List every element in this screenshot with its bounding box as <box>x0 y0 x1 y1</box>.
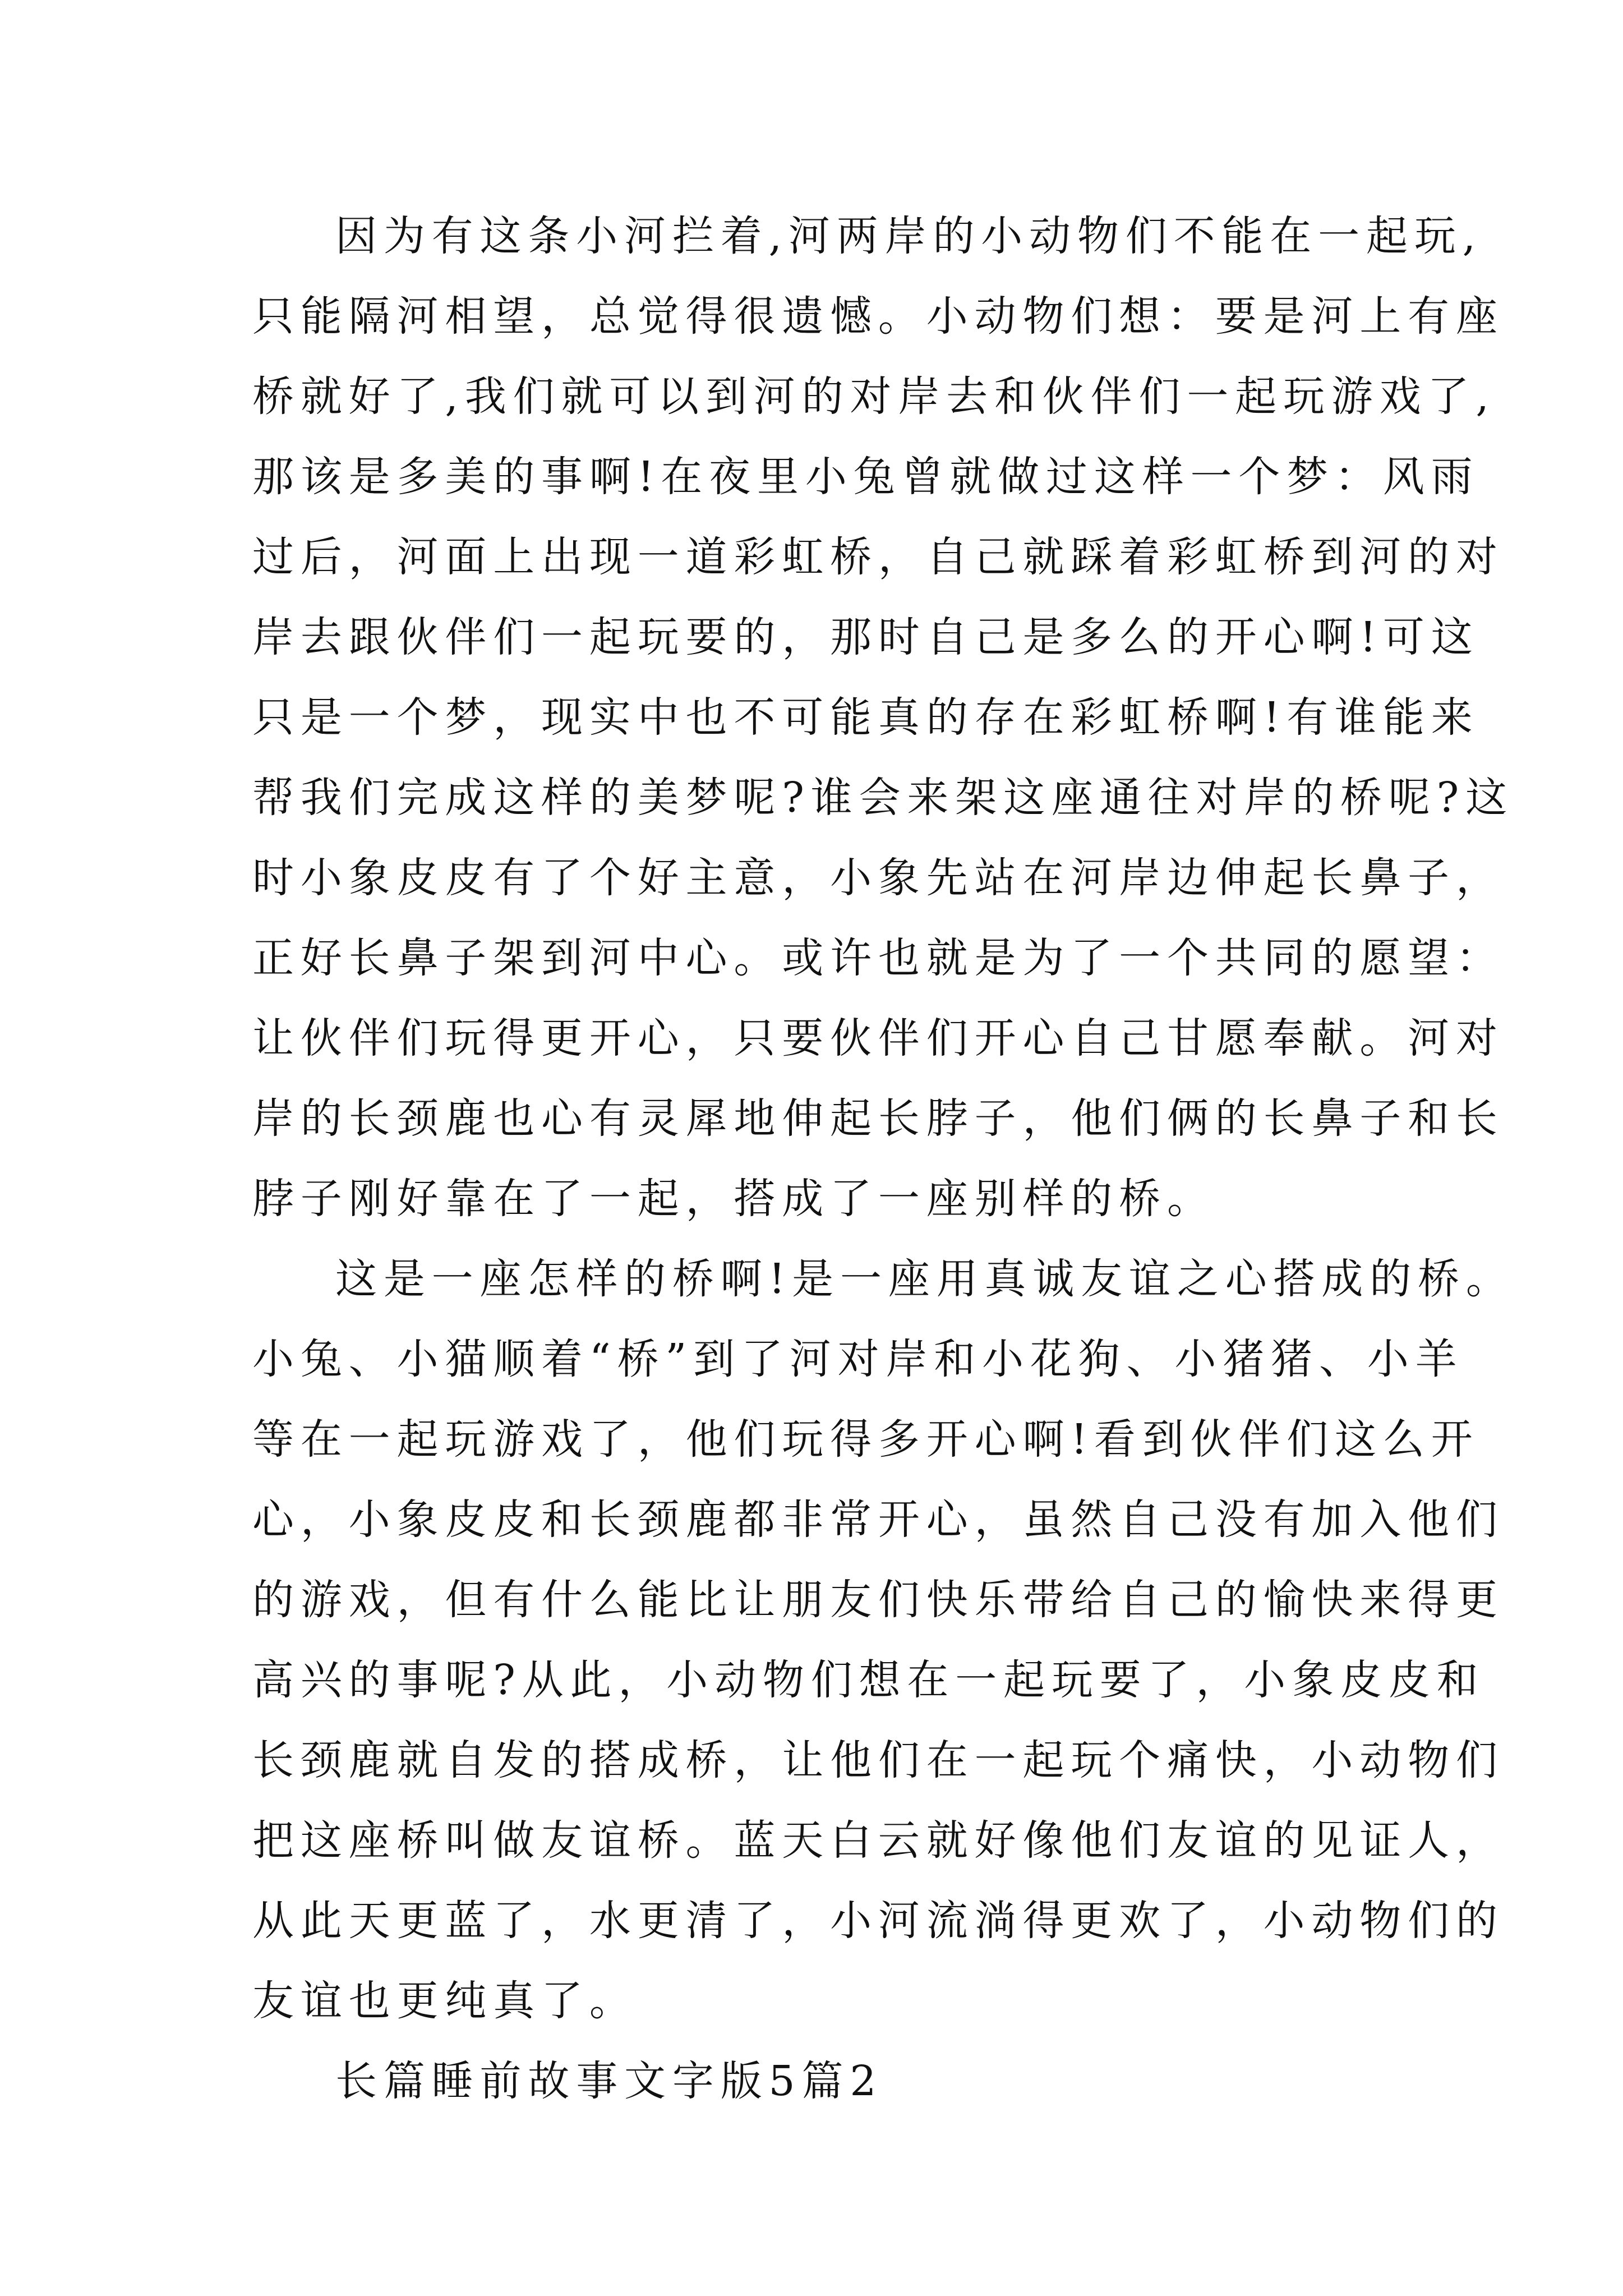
paragraph-line: 时小象皮皮有了个好主意，小象先站在河岸边伸起长鼻子， <box>252 854 1504 902</box>
paragraph-line: 那该是多美的事啊!在夜里小兔曾就做过这样一个梦：风雨 <box>252 453 1479 501</box>
document-body <box>252 196 1514 2122</box>
paragraph-line: 友谊也更纯真了。 <box>252 1977 638 2025</box>
paragraph-line: 只是一个梦，现实中也不可能真的存在彩虹桥啊!有谁能来 <box>252 693 1479 742</box>
paragraph-line: 只能隔河相望，总觉得很遗憾。小动物们想：要是河上有座 <box>252 292 1504 341</box>
section-heading: 长篇睡前故事文字版5篇2 <box>335 2057 883 2105</box>
paragraph-2 <box>252 1239 1514 2041</box>
paragraph-line: 等在一起玩游戏了，他们玩得多开心啊!看到伙伴们这么开 <box>252 1415 1479 1464</box>
paragraph-line: 岸去跟伙伴们一起玩要的，那时自己是多么的开心啊!可这 <box>252 613 1479 661</box>
paragraph-line: 脖子刚好靠在了一起，搭成了一座别样的桥。 <box>252 1175 1215 1223</box>
paragraph-line: 从此天更蓝了，水更清了，小河流淌得更欢了，小动物们的 <box>252 1897 1504 1945</box>
paragraph-line: 过后，河面上出现一道彩虹桥，自己就踩着彩虹桥到河的对 <box>252 533 1504 581</box>
paragraph-line: 让伙伴们玩得更开心，只要伙伴们开心自己甘愿奉献。河对 <box>252 1014 1504 1062</box>
paragraph-line: 的游戏，但有什么能比让朋友们快乐带给自己的愉快来得更 <box>252 1576 1504 1624</box>
paragraph-line: 桥就好了,我们就可以到河的对岸去和伙伴们一起玩游戏了, <box>252 372 1496 421</box>
paragraph-line: 这是一座怎样的桥啊!是一座用真诚友谊之心搭成的桥。 <box>335 1255 1514 1303</box>
paragraph-line: 岸的长颈鹿也心有灵犀地伸起长脖子，他们俩的长鼻子和长 <box>252 1094 1504 1143</box>
paragraph-line: 帮我们完成这样的美梦呢?谁会来架这座通往对岸的桥呢?这 <box>252 774 1514 822</box>
paragraph-line: 把这座桥叫做友谊桥。蓝天白云就好像他们友谊的见证人， <box>252 1816 1504 1865</box>
paragraph-1 <box>252 196 1514 1239</box>
paragraph-line: 因为有这条小河拦着,河两岸的小动物们不能在一起玩, <box>335 212 1483 260</box>
paragraph-line: 心，小象皮皮和长颈鹿都非常开心，虽然自己没有加入他们 <box>252 1496 1504 1544</box>
paragraph-line: 长颈鹿就自发的搭成桥，让他们在一起玩个痛快，小动物们 <box>252 1736 1504 1784</box>
paragraph-line: 高兴的事呢?从此，小动物们想在一起玩要了，小象皮皮和 <box>252 1656 1485 1704</box>
paragraph-line: 小兔、小猫顺着“桥”到了河对岸和小花狗、小猪猪、小羊 <box>252 1335 1464 1383</box>
paragraph-line: 正好长鼻子架到河中心。或许也就是为了一个共同的愿望： <box>252 934 1504 982</box>
